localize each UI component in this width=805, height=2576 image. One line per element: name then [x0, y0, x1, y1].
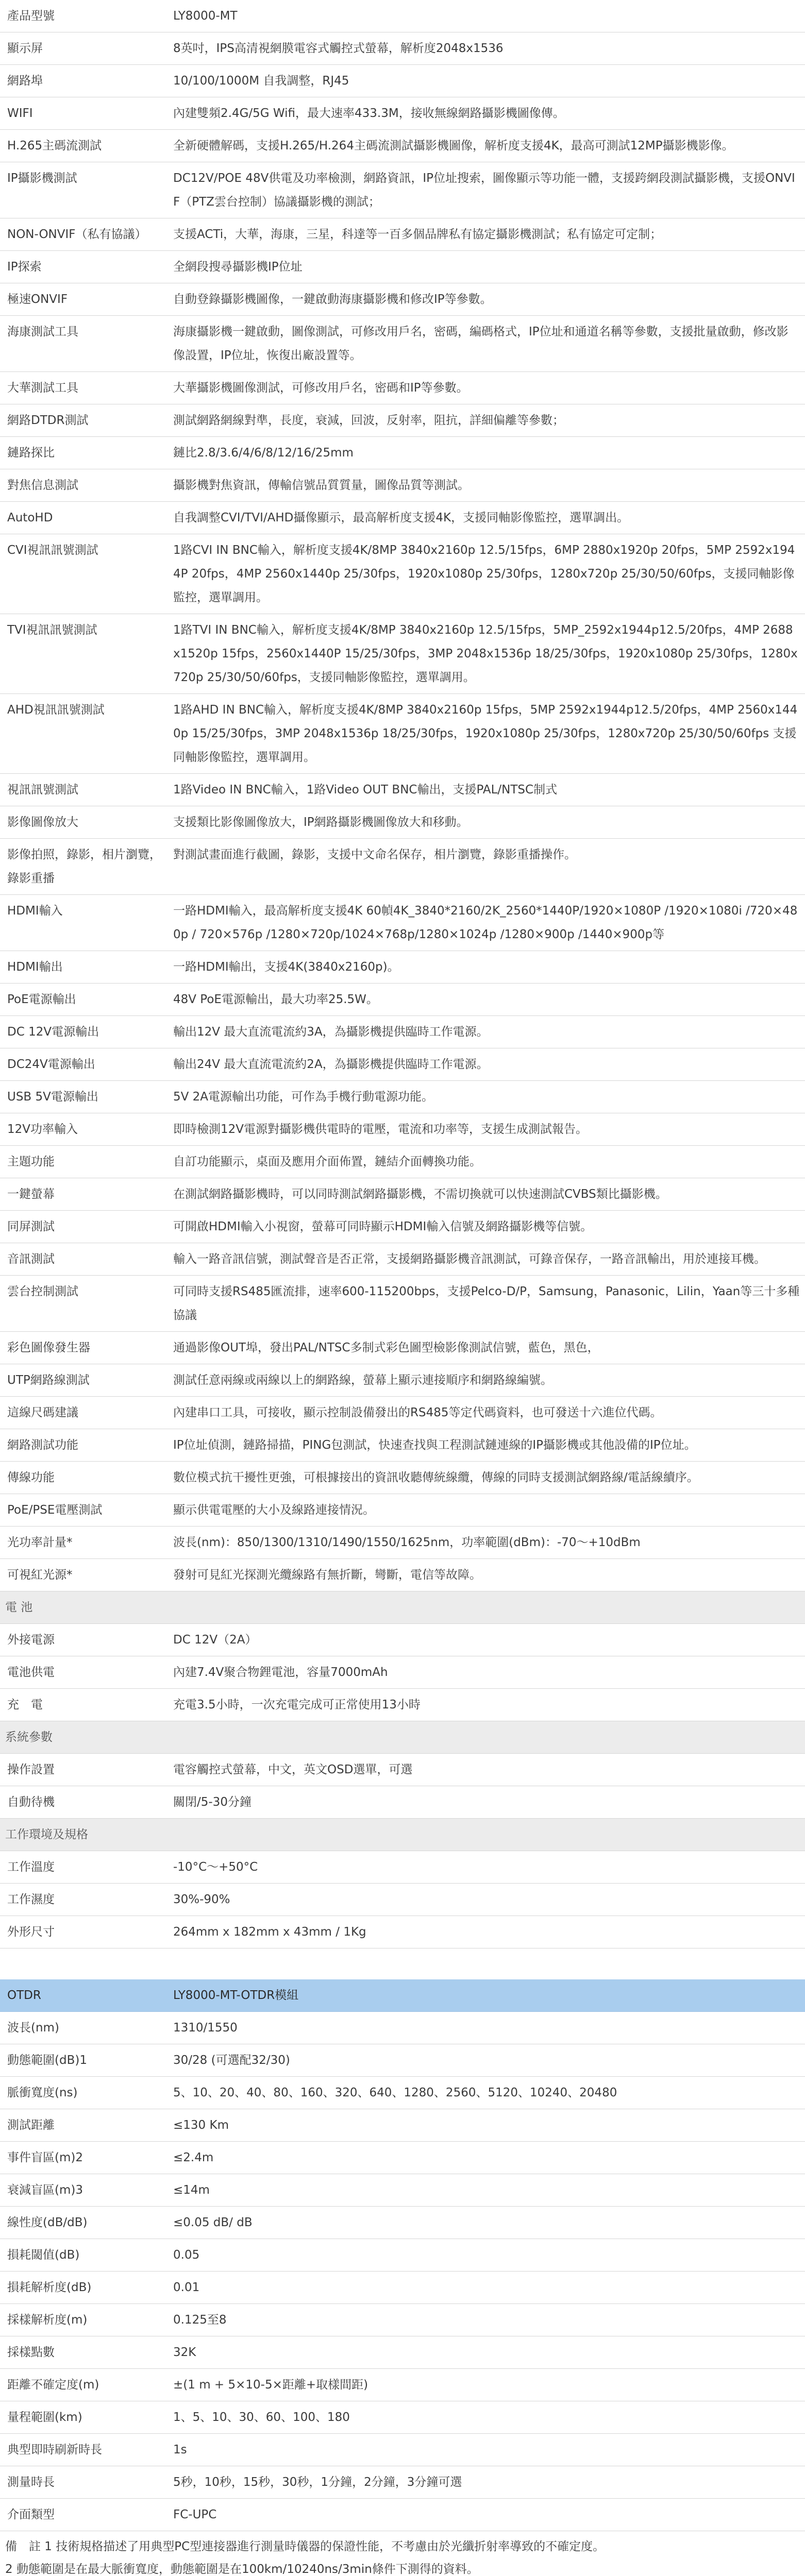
spec-key: DC 12V電源輸出 [0, 1016, 167, 1048]
spec-key: 海康測試工具 [0, 316, 167, 372]
spec-key: 同屏測試 [0, 1211, 167, 1243]
section-header-row [0, 1721, 805, 1754]
spec-row [0, 1786, 805, 1819]
spec-value: 發射可見紅光探測光纜線路有無折斷，彎斷，電信等故障。 [167, 1559, 805, 1591]
notes-row [0, 2531, 805, 2576]
spec-value: 內建7.4V聚合物鋰電池，容量7000mAh [167, 1656, 805, 1689]
spec-key: 主題功能 [0, 1146, 167, 1178]
section-header: 電 池 [0, 1591, 805, 1624]
spec-row [0, 839, 805, 895]
spec-row [0, 1364, 805, 1397]
spec-key: 傳線功能 [0, 1462, 167, 1494]
spec-key: USB 5V電源輸出 [0, 1081, 167, 1113]
spec-row [0, 283, 805, 316]
spec-row [0, 1048, 805, 1081]
spec-value: 32K [167, 2336, 805, 2369]
spec-row [0, 404, 805, 437]
spec-value: 0.05 [167, 2239, 805, 2272]
spec-row [0, 502, 805, 534]
spec-row [0, 32, 805, 65]
spec-row [0, 2077, 805, 2109]
spec-key: UTP網路線測試 [0, 1364, 167, 1397]
spec-value: -10°C～+50°C [167, 1851, 805, 1884]
spec-key: 可視紅光源* [0, 1559, 167, 1591]
spec-row [0, 218, 805, 251]
spec-key: 採樣點數 [0, 2336, 167, 2369]
spec-row [0, 1494, 805, 1527]
spec-key: TVI視訊訊號測試 [0, 614, 167, 694]
spec-key: 工作濕度 [0, 1884, 167, 1916]
spec-value: 自我調整CVI/TVI/AHD攝像顯示，最高解析度支援4K，支援同軸影像監控，選單調出。 [167, 502, 805, 534]
spec-key: 電池供電 [0, 1656, 167, 1689]
spec-row [0, 437, 805, 469]
spacer [0, 1948, 805, 1980]
spec-row [0, 1656, 805, 1689]
spec-key: 對焦信息測試 [0, 469, 167, 502]
notes-text: 備 註 1 技術規格描述了用典型PC型連接器進行測量時儀器的保證性能，不考慮由於光纖折射率導致的不確定度。 2 動態範圍是在最大脈衝寬度，動態範圍是在100km/10240ns/3min條件下測得的資料。 [0, 2531, 805, 2576]
section-header-row [0, 1591, 805, 1624]
spec-value: 通過影像OUT埠，發出PAL/NTSC多制式彩色圖型檢影像測試信號，藍色，黑色， [167, 1332, 805, 1364]
spec-row [0, 2499, 805, 2531]
spec-value: 0.01 [167, 2272, 805, 2304]
spec-value: 可同時支援RS485匯流排，速率600-115200bps，支援Pelco-D/P，Samsung，Panasonic，Lilin，Yaan等三十多種協議 [167, 1276, 805, 1332]
spec-value: 一路HDMI輸出，支援4K(3840x2160p)。 [167, 951, 805, 984]
spec-key: 網路測試功能 [0, 1429, 167, 1462]
spec-key: WIFI [0, 97, 167, 130]
spec-value: 關閉/5-30分鐘 [167, 1786, 805, 1819]
spec-row [0, 1462, 805, 1494]
spec-row [0, 2336, 805, 2369]
spec-value: DC 12V（2A） [167, 1624, 805, 1656]
spec-key: 損耗閾值(dB) [0, 2239, 167, 2272]
spec-value: 8英吋，IPS高清視網膜電容式觸控式螢幕，解析度2048x1536 [167, 32, 805, 65]
spec-key: DC24V電源輸出 [0, 1048, 167, 1081]
spec-value: DC12V/POE 48V供電及功率檢測，網路資訊，IP位址搜索，圖像顯示等功能一體，支援跨網段測試攝影機，支援ONVIF（PTZ雲台控制）協議攝影機的測試； [167, 162, 805, 218]
spec-row [0, 1276, 805, 1332]
spec-key: 視訊訊號測試 [0, 774, 167, 806]
spec-key: 雲台控制測試 [0, 1276, 167, 1332]
spec-key: 極速ONVIF [0, 283, 167, 316]
spec-value: 自訂功能顯示，桌面及應用介面佈置，鏈結介面轉換功能。 [167, 1146, 805, 1178]
spec-row [0, 984, 805, 1016]
spec-row [0, 1754, 805, 1786]
spec-value: 1路TVI IN BNC輸入，解析度支援4K/8MP 3840x2160p 12.5/15fps，5MP_2592x1944p12.5/20fps，4MP 2688x1520p 15fps，2560x1440P 15/25/30fps，3MP 2048x1536p 18/25/30fps，1920x1080p 25/30fps，1280x720p 25/30/50/60fps，支援同軸影像監控，選單調用。 [167, 614, 805, 694]
spec-key: AutoHD [0, 502, 167, 534]
spec-value: 在測試網路攝影機時，可以同時測試網路攝影機，不需切換就可以快速測試CVBS類比攝影機。 [167, 1178, 805, 1211]
spec-row [0, 1211, 805, 1243]
module-name: LY8000-MT-OTDR模組 [167, 1979, 805, 2012]
spec-key: 產品型號 [0, 0, 167, 32]
spec-value: IP位址偵測，鏈路掃描，PING包測試，快速查找與工程測試鏈連線的IP攝影機或其他設備的IP位址。 [167, 1429, 805, 1462]
spec-key: 影像拍照，錄影，相片瀏覽，錄影重播 [0, 839, 167, 895]
spec-value: 30%-90% [167, 1884, 805, 1916]
spec-row [0, 1016, 805, 1048]
spec-value: 充電3.5小時，一次充電完成可正常使用13小時 [167, 1689, 805, 1721]
spec-key: 測試距離 [0, 2109, 167, 2142]
spec-row [0, 694, 805, 774]
spec-value: 自動登錄攝影機圖像，一鍵啟動海康攝影機和修改IP等參數。 [167, 283, 805, 316]
spec-key: 操作設置 [0, 1754, 167, 1786]
spec-key: 脈衝寬度(ns) [0, 2077, 167, 2109]
spec-row [0, 2207, 805, 2239]
spec-key: AHD視訊訊號測試 [0, 694, 167, 774]
spec-key: 介面類型 [0, 2499, 167, 2531]
spec-row [0, 130, 805, 162]
spec-key: HDMI輸出 [0, 951, 167, 984]
spec-row [0, 1178, 805, 1211]
spec-row [0, 2466, 805, 2499]
spec-value: LY8000-MT [167, 0, 805, 32]
spec-row [0, 1146, 805, 1178]
module-header-row [0, 1979, 805, 2012]
spec-value: ≤2.4m [167, 2142, 805, 2174]
spec-row [0, 1527, 805, 1559]
spec-row [0, 614, 805, 694]
spec-key: 波長(nm) [0, 2012, 167, 2044]
spec-row [0, 2434, 805, 2466]
module-label: OTDR [0, 1979, 167, 2012]
spec-value: 內建串口工具，可接收，顯示控制設備發出的RS485等定代碼資料，也可發送十六進位代碼。 [167, 1397, 805, 1429]
spec-key: 採樣解析度(m) [0, 2304, 167, 2336]
spec-value: 全網段搜尋攝影機IP位址 [167, 251, 805, 283]
spec-key: 損耗解析度(dB) [0, 2272, 167, 2304]
spec-value: ≤14m [167, 2174, 805, 2207]
spec-key: 一鍵螢幕 [0, 1178, 167, 1211]
spec-key: 外形尺寸 [0, 1916, 167, 1948]
spec-value: 波長(nm)：850/1300/1310/1490/1550/1625nm，功率範圍(dBm)：-70～+10dBm [167, 1527, 805, 1559]
spec-row [0, 316, 805, 372]
spec-key: 線性度(dB/dB) [0, 2207, 167, 2239]
spec-key: 典型即時刷新時長 [0, 2434, 167, 2466]
spec-value: 1路AHD IN BNC輸入，解析度支援4K/8MP 3840x2160p 15fps，5MP 2592x1944p12.5/20fps，4MP 2560x1440p 15/25/30fps，3MP 2048x1536p 18/25/30fps，1920x1080p 25/30fps，1280x720p 25/30/50/60fps 支援同軸影像監控，選單調用。 [167, 694, 805, 774]
spec-row [0, 1624, 805, 1656]
spec-key: 衰減盲區(m)3 [0, 2174, 167, 2207]
spec-value: 264mm x 182mm x 43mm / 1Kg [167, 1916, 805, 1948]
spec-row [0, 2239, 805, 2272]
spec-key: IP攝影機測試 [0, 162, 167, 218]
spec-value: 一路HDMI輸入，最高解析度支援4K 60幀4K_3840*2160/2K_2560*1440P/1920×1080P /1920×1080i /720×480p / 720×576p /1280×720p/1024×768p/1280×1024p /1280×900p /1440×900p等 [167, 895, 805, 951]
spec-value: 數位模式抗干擾性更強，可根據接出的資訊收聽傳統線纜，傳線的同時支援測試網路線/電話線續序。 [167, 1462, 805, 1494]
spec-value: 可開啟HDMI輸入小視窗，螢幕可同時顯示HDMI輸入信號及網路攝影機等信號。 [167, 1211, 805, 1243]
spec-row [0, 1429, 805, 1462]
spec-key: 網路DTDR測試 [0, 404, 167, 437]
spec-row [0, 2304, 805, 2336]
spec-key: 工作溫度 [0, 1851, 167, 1884]
spec-row [0, 1559, 805, 1591]
spec-key: 事件盲區(m)2 [0, 2142, 167, 2174]
spec-row [0, 951, 805, 984]
spec-value: 48V PoE電源輸出，最大功率25.5W。 [167, 984, 805, 1016]
section-header-row [0, 1819, 805, 1851]
spec-value: ±(1 m + 5×10-5×距離+取樣間距) [167, 2369, 805, 2401]
spec-row [0, 1851, 805, 1884]
spec-value: 輸入一路音訊信號，測試聲音是否正常，支援網路攝影機音訊測試，可錄音保存，一路音訊輸出，用於連接耳機。 [167, 1243, 805, 1276]
spec-value: ≤0.05 dB/ dB [167, 2207, 805, 2239]
spec-row [0, 251, 805, 283]
spec-row [0, 469, 805, 502]
spec-value: 支援ACTi，大華，海康，三星，科達等一百多個品牌私有協定攝影機測試；私有協定可定制； [167, 218, 805, 251]
spec-value: 1路Video IN BNC輸入，1路Video OUT BNC輸出，支援PAL/NTSC制式 [167, 774, 805, 806]
spec-row [0, 0, 805, 32]
spec-value: 全新硬體解碼，支援H.265/H.264主碼流測試攝影機圖像，解析度支援4K，最高可測試12MP攝影機影像。 [167, 130, 805, 162]
spec-value: ≤130 Km [167, 2109, 805, 2142]
spec-row [0, 534, 805, 614]
spec-value: 攝影機對焦資訊，傳輸信號品質質量，圖像品質等測試。 [167, 469, 805, 502]
spec-key: 距離不確定度(m) [0, 2369, 167, 2401]
spec-row [0, 1916, 805, 1948]
spec-key: HDMI輸入 [0, 895, 167, 951]
spec-value: 顯示供電電壓的大小及線路連接情況。 [167, 1494, 805, 1527]
spacer-row [0, 1948, 805, 1980]
spec-row [0, 65, 805, 97]
spec-key: 鏈路探比 [0, 437, 167, 469]
spec-row [0, 2369, 805, 2401]
spec-value: 30/28 (可選配32/30) [167, 2044, 805, 2077]
spec-key: IP探索 [0, 251, 167, 283]
spec-row [0, 1243, 805, 1276]
spec-key: 光功率計量* [0, 1527, 167, 1559]
section-header: 工作環境及規格 [0, 1819, 805, 1851]
spec-key: 自動待機 [0, 1786, 167, 1819]
spec-row [0, 372, 805, 404]
spec-key: 充 電 [0, 1689, 167, 1721]
spec-key: PoE電源輸出 [0, 984, 167, 1016]
spec-row [0, 1689, 805, 1721]
spec-row [0, 97, 805, 130]
spec-value: FC-UPC [167, 2499, 805, 2531]
spec-key: 彩色圖像發生器 [0, 1332, 167, 1364]
spec-key: CVI視訊訊號測試 [0, 534, 167, 614]
section-header: 系統參數 [0, 1721, 805, 1754]
spec-key: 外接電源 [0, 1624, 167, 1656]
spec-key: 顯示屏 [0, 32, 167, 65]
spec-value: 內建雙頻2.4G/5G Wifi，最大速率433.3M，接收無線網路攝影機圖像傳。 [167, 97, 805, 130]
spec-value: 5秒，10秒，15秒，30秒，1分鐘，2分鐘，3分鐘可選 [167, 2466, 805, 2499]
spec-row [0, 2109, 805, 2142]
spec-value: 海康攝影機一鍵啟動，圖像測試，可修改用戶名，密碼，編碼格式，IP位址和通道名稱等參數，支援批量啟動，修改影像設置，IP位址，恢復出廠設置等。 [167, 316, 805, 372]
spec-key: H.265主碼流測試 [0, 130, 167, 162]
spec-value: 即時檢測12V電源對攝影機供電時的電壓，電流和功率等，支援生成測試報告。 [167, 1113, 805, 1146]
spec-key: 測量時長 [0, 2466, 167, 2499]
spec-key: 影像圖像放大 [0, 806, 167, 839]
spec-value: 1s [167, 2434, 805, 2466]
spec-row [0, 806, 805, 839]
spec-value: 測試網路網線對準，長度，衰減，回波，反射率，阻抗，詳細偏離等參數； [167, 404, 805, 437]
spec-key: 動態範圍(dB)1 [0, 2044, 167, 2077]
spec-value: 支援類比影像圖像放大，IP網路攝影機圖像放大和移動。 [167, 806, 805, 839]
spec-row [0, 2044, 805, 2077]
spec-value: 測試任意兩線或兩線以上的網路線，螢幕上顯示連接順序和網路線編號。 [167, 1364, 805, 1397]
spec-key: 量程範圍(km) [0, 2401, 167, 2434]
spec-value: 1、5、10、30、60、100、180 [167, 2401, 805, 2434]
spec-value: 5、10、20、40、80、160、320、640、1280、2560、5120、10240、20480 [167, 2077, 805, 2109]
spec-row [0, 2272, 805, 2304]
spec-row [0, 774, 805, 806]
spec-value: 輸出12V 最大直流電流約3A，為攝影機提供臨時工作電源。 [167, 1016, 805, 1048]
spec-row [0, 895, 805, 951]
spec-row [0, 1397, 805, 1429]
spec-value: 10/100/1000M 自我調整，RJ45 [167, 65, 805, 97]
spec-value: 鏈比2.8/3.6/4/6/8/12/16/25mm [167, 437, 805, 469]
spec-value: 0.125至8 [167, 2304, 805, 2336]
spec-row [0, 2174, 805, 2207]
spec-row [0, 2142, 805, 2174]
spec-row [0, 1113, 805, 1146]
spec-value: 1路CVI IN BNC輸入，解析度支援4K/8MP 3840x2160p 12.5/15fps，6MP 2880x1920p 20fps，5MP 2592x1944P 20fps，4MP 2560x1440p 25/30fps，1920x1080p 25/30fps，1280x720p 25/30/50/60fps，支援同軸影像監控，選單調用。 [167, 534, 805, 614]
spec-key: 音訊測試 [0, 1243, 167, 1276]
spec-row [0, 1081, 805, 1113]
spec-key: NON-ONVIF（私有協議） [0, 218, 167, 251]
spec-value: 電容觸控式螢幕，中文，英文OSD選單，可選 [167, 1754, 805, 1786]
spec-value: 對測試畫面進行截圖，錄影，支援中文命名保存，相片瀏覽，錄影重播操作。 [167, 839, 805, 895]
spec-row [0, 1332, 805, 1364]
spec-key: PoE/PSE電壓測試 [0, 1494, 167, 1527]
spec-key: 網路埠 [0, 65, 167, 97]
spec-row [0, 2401, 805, 2434]
spec-row [0, 162, 805, 218]
spec-key: 12V功率輸入 [0, 1113, 167, 1146]
spec-row [0, 2012, 805, 2044]
spec-value: 大華攝影機圖像測試，可修改用戶名，密碼和IP等參數。 [167, 372, 805, 404]
spec-row [0, 1884, 805, 1916]
spec-key: 這線尺碼建議 [0, 1397, 167, 1429]
spec-key: 大華測試工具 [0, 372, 167, 404]
spec-value: 1310/1550 [167, 2012, 805, 2044]
spec-value: 輸出24V 最大直流電流約2A，為攝影機提供臨時工作電源。 [167, 1048, 805, 1081]
spec-value: 5V 2A電源輸出功能，可作為手機行動電源功能。 [167, 1081, 805, 1113]
